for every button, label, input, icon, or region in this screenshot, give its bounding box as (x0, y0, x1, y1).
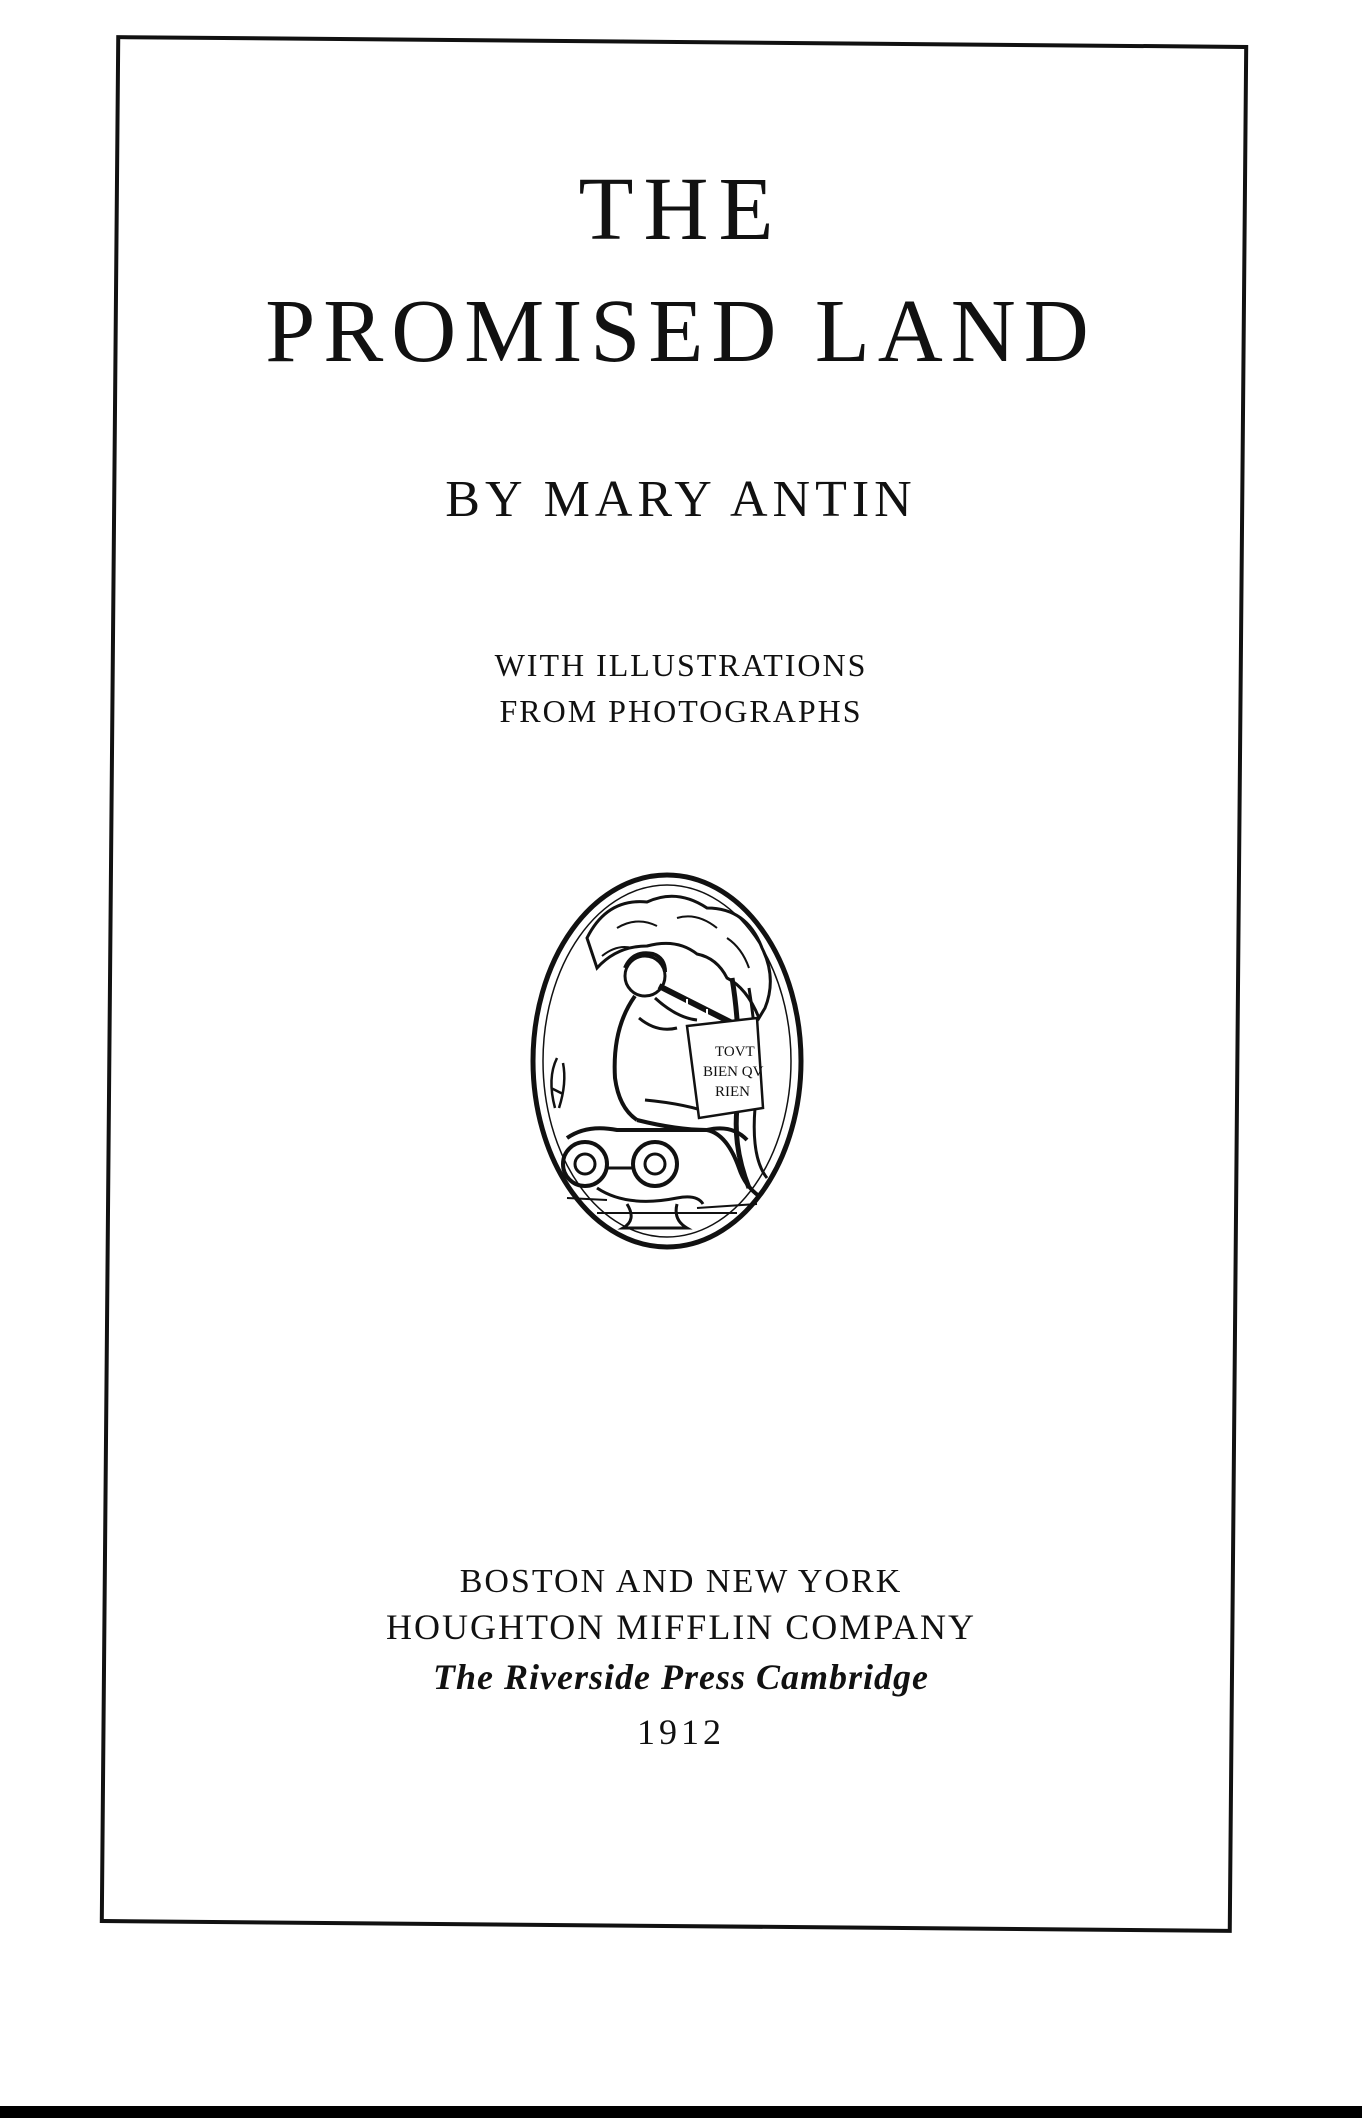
imprint-publisher: HOUGHTON MIFFLIN COMPANY (385, 1607, 977, 1647)
imprint-cities: BOSTON AND NEW YORK (459, 1563, 903, 1600)
scan-edge-bar (0, 2106, 1362, 2118)
illustrations-line-2: FROM PHOTOGRAPHS (499, 693, 863, 729)
imprint-press: The Riverside Press Cambridge (433, 1657, 929, 1697)
emblem-motto-1: TOVT (715, 1044, 755, 1060)
title-line-1: THE (578, 160, 784, 259)
imprint-year: 1912 (637, 1712, 725, 1752)
author-line: BY MARY ANTIN (445, 471, 917, 528)
emblem-motto-3: RIEN (715, 1084, 750, 1100)
illustrations-line-1: WITH ILLUSTRATIONS (494, 647, 868, 683)
emblem-motto-2: BIEN QV (703, 1064, 764, 1080)
riverside-press-emblem-icon (527, 868, 807, 1254)
title-line-2: PROMISED LAND (265, 282, 1097, 381)
